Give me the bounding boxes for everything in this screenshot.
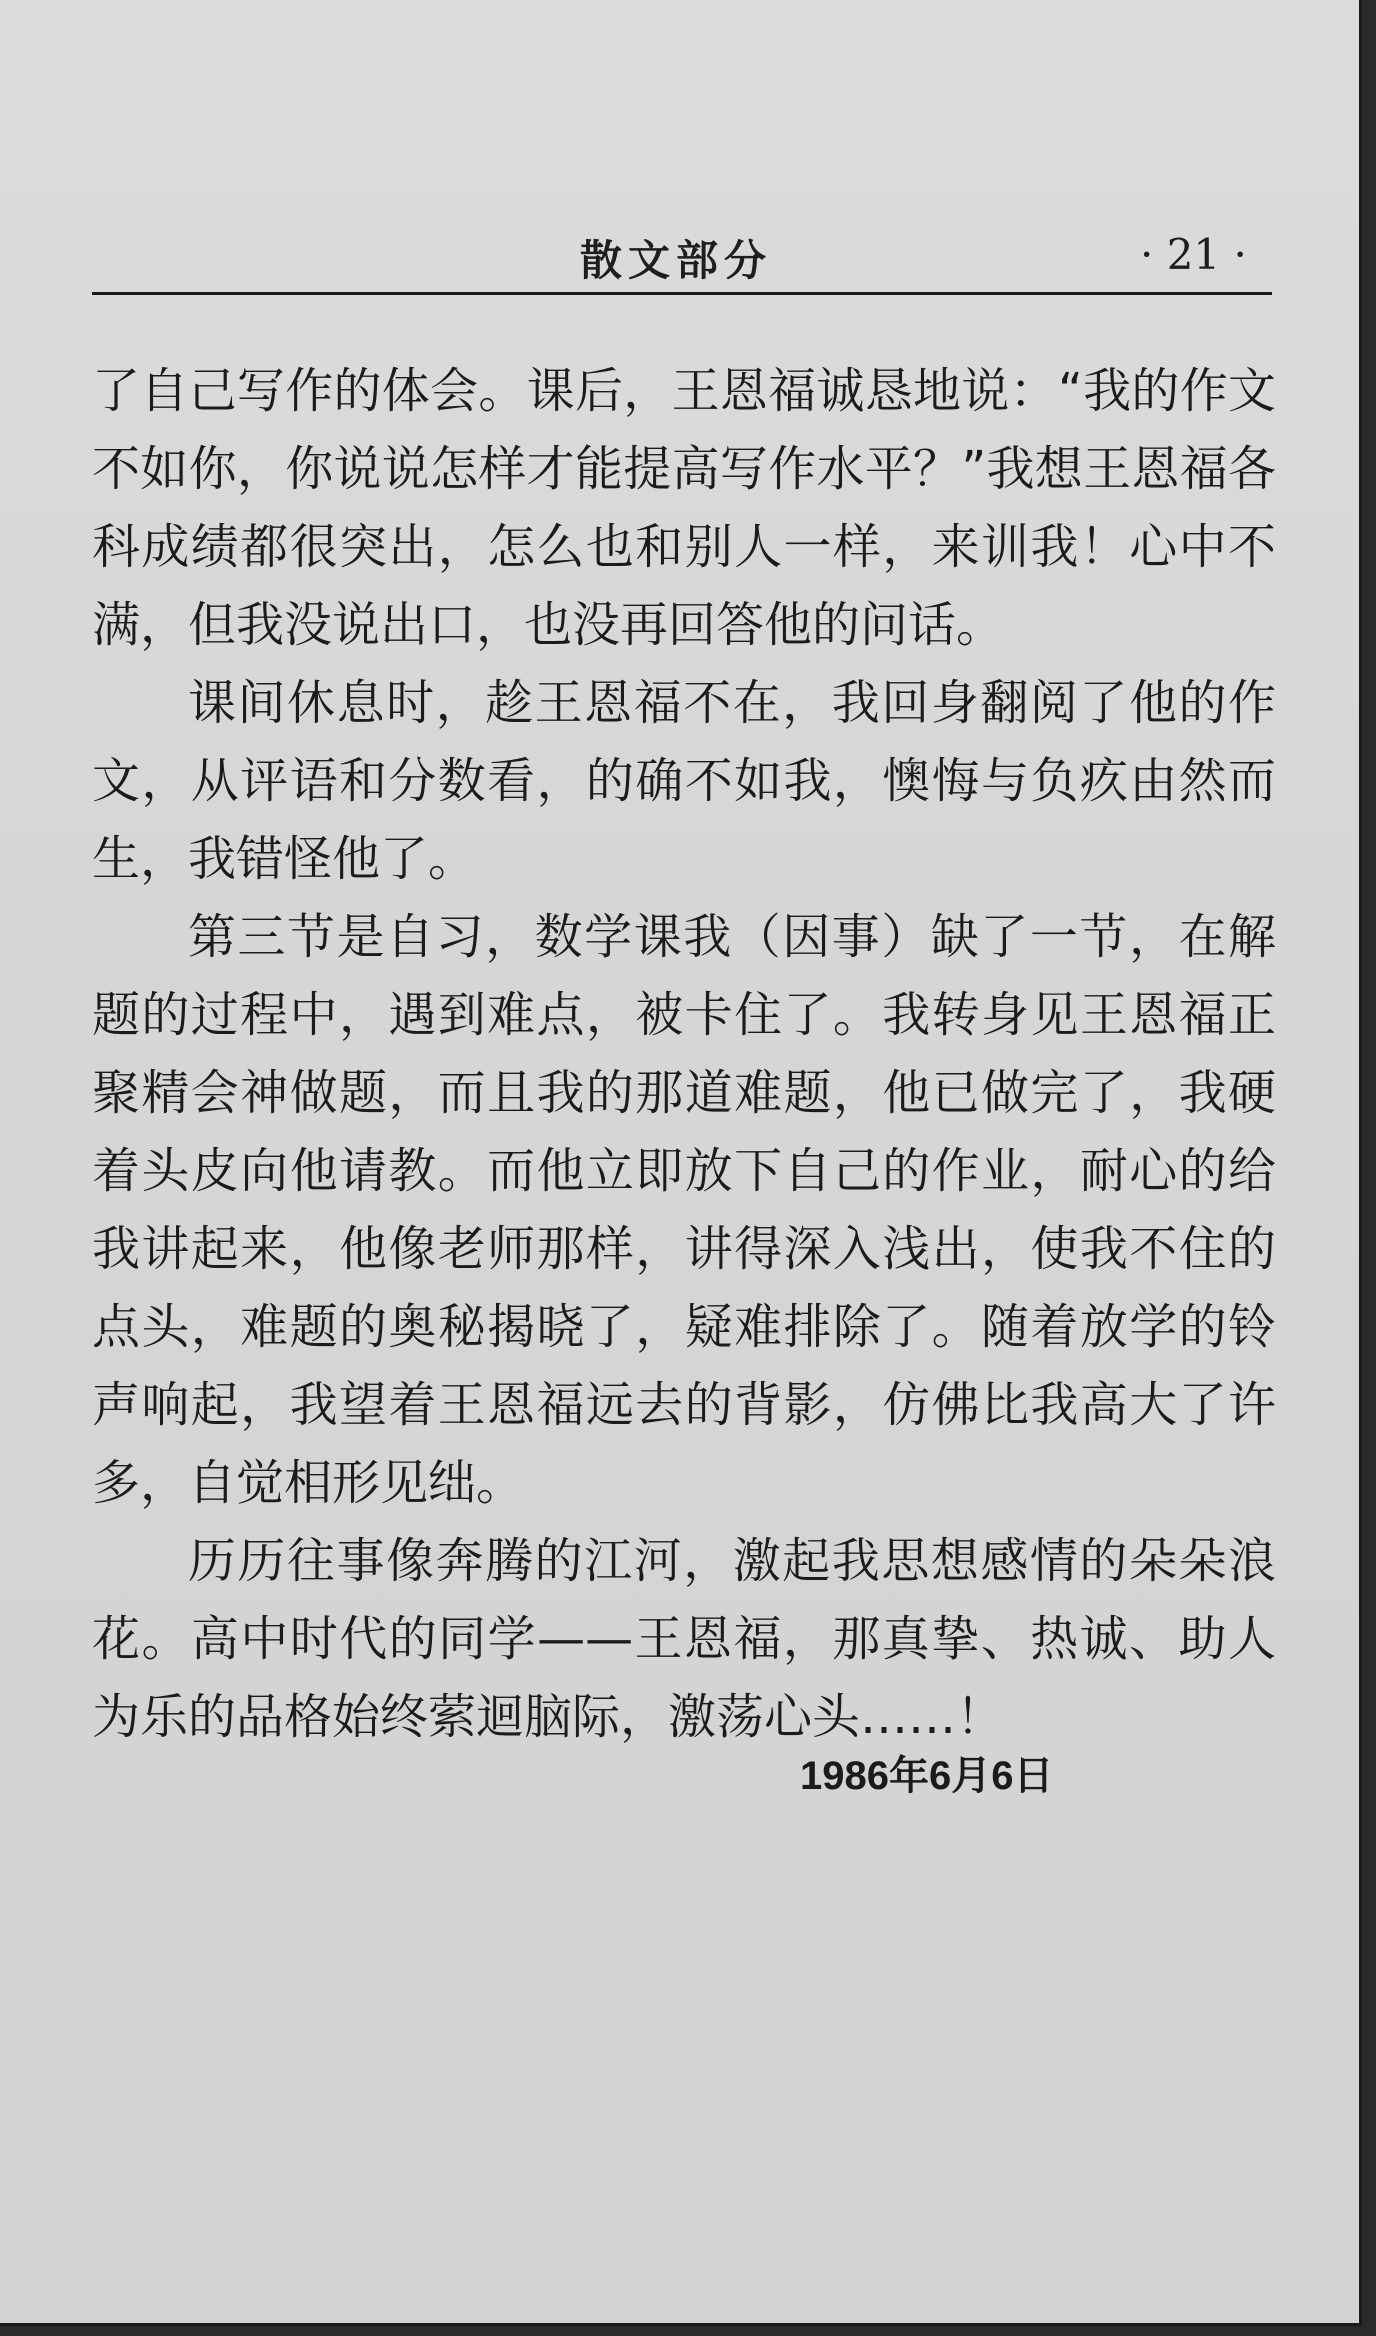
header-rule [92,292,1272,295]
running-title: 散文部分 [580,236,773,285]
paragraph-3: 第三节是自习，数学课我（因事）缺了一节，在解题的过程中，遇到难点，被卡住了。我转身见王恩福正聚精会神做题，而且我的那道难题，他已做完了，我硬着头皮向他请教。而他立即放下自己的作业，耐心的给我讲起来，他像老师那样，讲得深入浅出，使我不住的点头，难题的奥秘揭晓了，疑难排除了。随着放学的铃声响起，我望着王恩福远去的背影，仿佛比我高大了许多，自觉相形见绌。 [92,909,1276,1511]
paragraph-1: 了自己写作的体会。课后，王恩福诚恳地说：“我的作文不如你，你说说怎样才能提高写作水平？”我想王恩福各科成绩都很突出，怎么也和别人一样，来训我！心中不满，但我没说出口，也没再回答他的问话。 [92,363,1276,653]
paragraph-2: 课间休息时，趁王恩福不在，我回身翻阅了他的作文，从评语和分数看，的确不如我，懊悔与负疚由然而生，我错怪他了。 [92,675,1276,887]
page-number: · 21 · [1140,230,1247,279]
paragraph-4: 历历往事像奔腾的江河，激起我思想感情的朵朵浪花。高中时代的同学——王恩福，那真挚、热诚、助人为乐的品格始终萦迴脑际，激荡心头……！ [92,1533,1276,1745]
date-line: 1986年6月6日 [800,1754,1054,1798]
body-text [92,352,1276,1756]
